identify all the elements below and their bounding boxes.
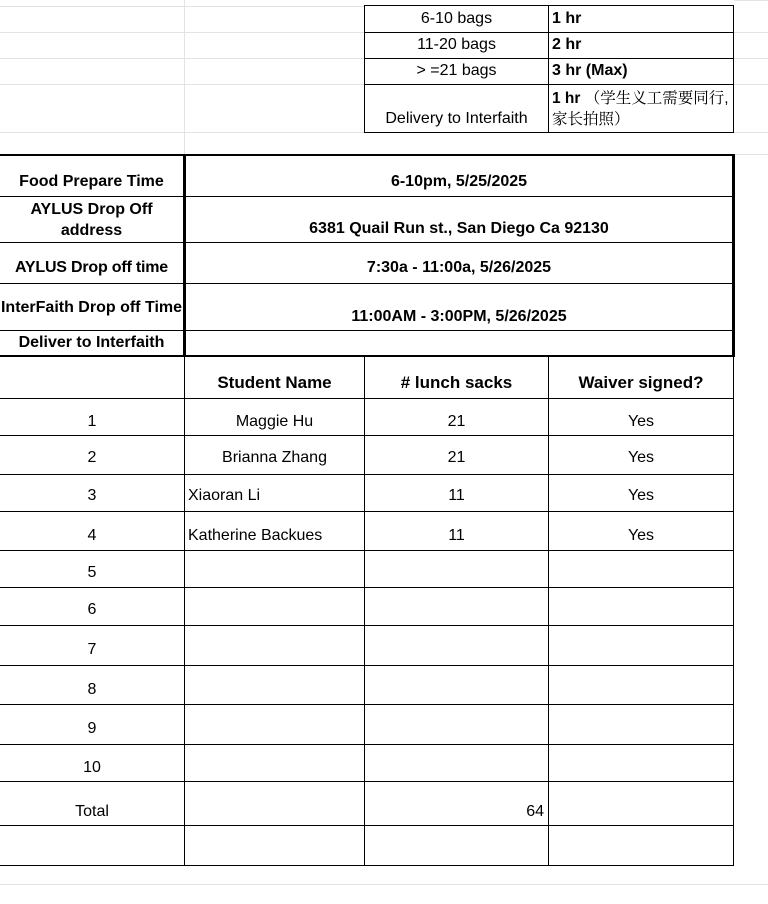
rate-bags-cell[interactable]: 6-10 bags (420, 9, 493, 27)
student-name-cell[interactable] (185, 588, 364, 625)
empty-cell[interactable] (549, 826, 733, 865)
info-label[interactable]: AYLUS Drop off time (15, 258, 168, 276)
waiver-cell[interactable] (549, 666, 733, 704)
rate-bags-cell[interactable]: 11-20 bags (417, 36, 496, 54)
gridline (184, 0, 185, 160)
lunch-sacks-cell[interactable] (365, 666, 548, 704)
info-label[interactable]: Food Prepare Time (19, 172, 164, 190)
student-name-cell[interactable] (185, 666, 364, 704)
lunch-sacks-cell[interactable]: 21 (447, 412, 466, 430)
total-waiver-cell[interactable] (549, 782, 733, 825)
border (732, 154, 735, 357)
gridline (734, 32, 768, 33)
border (0, 865, 734, 866)
row-number[interactable]: 4 (87, 526, 97, 544)
gridline (0, 32, 364, 33)
header-waiver[interactable]: Waiver signed? (578, 373, 704, 393)
student-name-cell[interactable]: Xiaoran Li (188, 486, 261, 504)
row-number[interactable]: 7 (87, 641, 97, 659)
info-value[interactable]: 6381 Quail Run st., San Diego Ca 92130 (309, 220, 609, 238)
student-name-cell[interactable]: Maggie Hu (235, 412, 314, 430)
total-label[interactable]: Total (75, 803, 109, 821)
gridline (734, 0, 768, 1)
waiver-cell[interactable]: Yes (627, 412, 655, 430)
empty-cell[interactable] (365, 826, 548, 865)
rate-hours-cell[interactable]: 3 hr (Max) (552, 62, 628, 80)
info-value[interactable]: 11:00AM - 3:00PM, 5/26/2025 (351, 308, 567, 326)
rate-bags-cell[interactable]: Delivery to Interfaith (385, 110, 528, 128)
total-name-cell[interactable] (185, 782, 364, 825)
info-value[interactable] (186, 331, 732, 355)
border (733, 5, 734, 133)
student-name-cell[interactable]: Katherine Backues (188, 526, 323, 544)
waiver-cell[interactable]: Yes (627, 448, 655, 466)
lunch-sacks-cell[interactable] (365, 626, 548, 665)
lunch-sacks-cell[interactable] (365, 551, 548, 587)
info-label[interactable]: Deliver to Interfaith (18, 333, 165, 351)
rate-hours-value: 1 hr (552, 90, 581, 107)
row-number[interactable]: 3 (87, 486, 97, 504)
gridline (0, 58, 364, 59)
row-number[interactable]: 9 (87, 720, 97, 738)
border (364, 132, 734, 133)
lunch-sacks-cell[interactable]: 21 (447, 448, 466, 466)
gridline (734, 84, 768, 85)
rate-hours-cell[interactable]: 1 hr (552, 9, 582, 27)
gridline (0, 6, 364, 7)
lunch-sacks-cell[interactable] (365, 588, 548, 625)
waiver-cell[interactable]: Yes (627, 526, 655, 544)
gridline (0, 84, 364, 85)
gridline (0, 884, 768, 885)
student-name-cell[interactable]: Brianna Zhang (222, 448, 327, 466)
waiver-cell[interactable] (549, 551, 733, 587)
row-number[interactable]: 5 (87, 563, 97, 581)
rate-note: （学生义工需要同行, 家长拍照） (552, 90, 729, 128)
waiver-cell[interactable] (549, 745, 733, 781)
border (733, 357, 734, 866)
waiver-cell[interactable] (549, 705, 733, 744)
rate-hours-cell[interactable] (549, 86, 733, 132)
row-number[interactable]: 6 (87, 601, 97, 619)
lunch-sacks-cell[interactable] (365, 705, 548, 744)
gridline (734, 58, 768, 59)
rate-hours-cell[interactable]: 2 hr (552, 36, 582, 54)
row-number[interactable]: 2 (87, 448, 97, 466)
student-name-cell[interactable] (185, 551, 364, 587)
lunch-sacks-cell[interactable]: 11 (448, 486, 465, 504)
info-label[interactable]: AYLUS Drop Off address (30, 200, 153, 239)
info-value[interactable]: 7:30a - 11:00a, 5/26/2025 (366, 258, 552, 276)
waiver-cell[interactable]: Yes (627, 486, 655, 504)
student-name-cell[interactable] (185, 626, 364, 665)
lunch-sacks-cell[interactable] (365, 745, 548, 781)
info-value[interactable]: 6-10pm, 5/25/2025 (390, 172, 528, 190)
rate-bags-cell[interactable]: > =21 bags (416, 62, 497, 80)
header-lunch-sacks[interactable]: # lunch sacks (400, 373, 513, 393)
waiver-cell[interactable] (549, 626, 733, 665)
row-number[interactable]: 10 (83, 758, 101, 776)
empty-cell[interactable] (0, 826, 184, 865)
row-number[interactable]: 8 (87, 680, 97, 698)
lunch-sacks-cell[interactable]: 11 (448, 526, 465, 544)
info-label[interactable]: InterFaith Drop off Time (0, 298, 183, 316)
empty-cell[interactable] (185, 826, 364, 865)
student-name-cell[interactable] (185, 705, 364, 744)
header-student-name[interactable]: Student Name (217, 373, 332, 393)
waiver-cell[interactable] (549, 588, 733, 625)
student-name-cell[interactable] (185, 745, 364, 781)
total-sacks-value[interactable]: 64 (526, 803, 544, 821)
row-number[interactable]: 1 (87, 412, 97, 430)
